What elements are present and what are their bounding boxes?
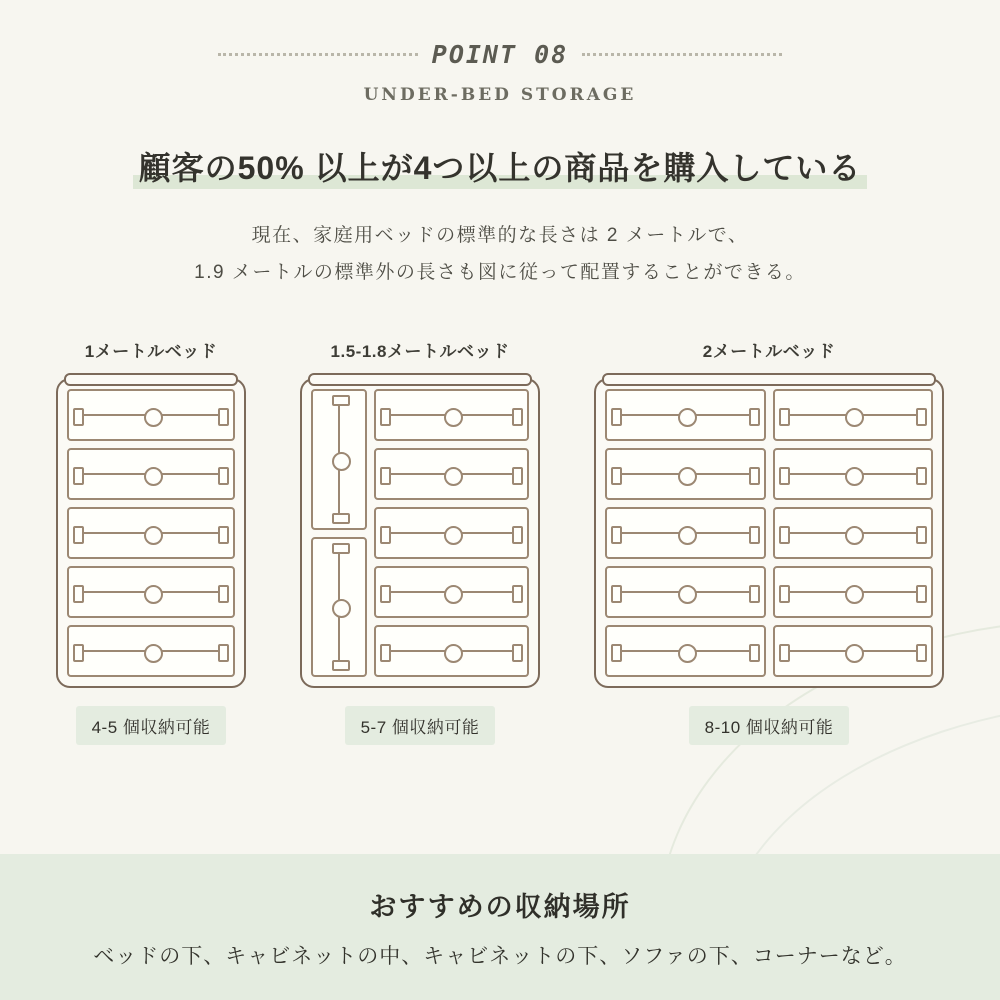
drawer-cell [605, 448, 766, 500]
drawer-tab-left-icon [611, 644, 622, 662]
drawer-tab-left-icon [779, 467, 790, 485]
drawer-tab-left-icon [73, 644, 84, 662]
recommendation-footer [0, 854, 1000, 1000]
drawer-knob-icon [845, 644, 864, 663]
drawer-tab-left-icon [611, 467, 622, 485]
diagram-row [0, 337, 1000, 745]
drawer-tab-right-icon [749, 408, 760, 426]
headline-text: 顧客の50% 以上が4つ以上の商品を購入している [138, 150, 862, 186]
lead-line-2: 1.9 メートルの標準外の長さも図に従って配置することができる。 [194, 262, 806, 284]
drawer-tab-right-icon [218, 644, 229, 662]
drawer-tab-right-icon [916, 585, 927, 603]
dotted-rule-right [582, 53, 782, 56]
drawer-cell [773, 625, 934, 677]
drawer-cell [374, 625, 529, 677]
drawer-tab-left-icon [611, 526, 622, 544]
drawer-knob-icon [332, 452, 351, 471]
diagram-15-18m [300, 337, 540, 745]
drawer-tab-bottom-icon [332, 660, 350, 671]
drawer-tab-left-icon [73, 526, 84, 544]
headline [133, 143, 868, 191]
footer-title: おすすめの収納場所 [369, 891, 631, 922]
diagram-2m [594, 337, 944, 745]
diagram-1m [56, 337, 246, 745]
drawer-cell [605, 625, 766, 677]
drawer-tab-right-icon [218, 408, 229, 426]
drawer-cell [67, 566, 235, 618]
drawer-cell [374, 507, 529, 559]
drawer-knob-icon [845, 408, 864, 427]
bed-frame-2m [594, 378, 944, 688]
drawer-knob-icon [444, 467, 463, 486]
diagram-title-2m: 2メートルベッド [702, 342, 836, 362]
drawer-grid-1m [67, 389, 235, 677]
point-label: POINT 08 [431, 40, 569, 69]
drawer-tab-left-icon [73, 585, 84, 603]
drawer-tab-right-icon [512, 408, 523, 426]
side-drawer-cell [311, 389, 367, 530]
drawer-tab-right-icon [916, 644, 927, 662]
drawer-tab-right-icon [512, 644, 523, 662]
drawer-cell [605, 566, 766, 618]
capacity-badge-1m: 4-5 個収納可能 [76, 706, 227, 745]
drawer-knob-icon [332, 599, 351, 618]
drawer-tab-right-icon [749, 644, 760, 662]
point-header [0, 0, 1000, 69]
drawer-tab-right-icon [916, 467, 927, 485]
drawer-cell [67, 625, 235, 677]
diagram-title-15-18m: 1.5-1.8メートルベッド [330, 342, 510, 362]
drawer-tab-right-icon [749, 526, 760, 544]
drawer-grid-15-18m [374, 389, 529, 677]
drawer-cell [374, 389, 529, 441]
drawer-tab-left-icon [779, 526, 790, 544]
footer-text: ベッドの下、キャビネットの中、キャビネットの下、ソファの下、コーナーなど。 [93, 944, 907, 968]
drawer-tab-right-icon [218, 467, 229, 485]
bed-frame-1m [56, 378, 246, 688]
bed-frame-15-18m [300, 378, 540, 688]
drawer-tab-left-icon [73, 408, 84, 426]
drawer-knob-icon [144, 467, 163, 486]
drawer-knob-icon [845, 526, 864, 545]
drawer-tab-right-icon [916, 526, 927, 544]
drawer-knob-icon [678, 644, 697, 663]
drawer-knob-icon [678, 408, 697, 427]
drawer-tab-left-icon [779, 644, 790, 662]
drawer-tab-left-icon [380, 408, 391, 426]
drawer-tab-top-icon [332, 395, 350, 406]
drawer-tab-right-icon [512, 467, 523, 485]
drawer-knob-icon [444, 585, 463, 604]
drawer-tab-left-icon [611, 585, 622, 603]
drawer-cell [773, 389, 934, 441]
side-drawer-cell [311, 537, 367, 678]
drawer-tab-left-icon [380, 644, 391, 662]
drawer-tab-right-icon [512, 585, 523, 603]
drawer-cell [605, 507, 766, 559]
drawer-tab-left-icon [779, 585, 790, 603]
headline-wrapper [0, 143, 1000, 191]
drawer-tab-right-icon [512, 526, 523, 544]
drawer-cell [67, 389, 235, 441]
drawer-tab-left-icon [779, 408, 790, 426]
lead-paragraph [0, 217, 1000, 291]
drawer-knob-icon [444, 526, 463, 545]
drawer-tab-right-icon [218, 585, 229, 603]
drawer-cell [67, 448, 235, 500]
drawer-cell [374, 448, 529, 500]
drawer-cell [67, 507, 235, 559]
drawer-knob-icon [444, 408, 463, 427]
capacity-badge-2m: 8-10 個収納可能 [689, 706, 850, 745]
drawer-knob-icon [845, 585, 864, 604]
drawer-knob-icon [144, 585, 163, 604]
drawer-cell [773, 507, 934, 559]
drawer-grid-2m [605, 389, 933, 677]
drawer-tab-bottom-icon [332, 513, 350, 524]
drawer-tab-left-icon [73, 467, 84, 485]
drawer-knob-icon [678, 467, 697, 486]
drawer-knob-icon [678, 526, 697, 545]
drawer-tab-right-icon [749, 467, 760, 485]
drawer-tab-right-icon [749, 585, 760, 603]
side-column [311, 389, 367, 677]
drawer-cell [773, 448, 934, 500]
drawer-tab-right-icon [916, 408, 927, 426]
drawer-cell [773, 566, 934, 618]
drawer-tab-right-icon [218, 526, 229, 544]
drawer-knob-icon [845, 467, 864, 486]
drawer-cell [374, 566, 529, 618]
lead-line-1: 現在、家庭用ベッドの標準的な長さは 2 メートルで、 [251, 225, 749, 246]
drawer-cell [605, 389, 766, 441]
drawer-knob-icon [144, 408, 163, 427]
drawer-tab-left-icon [380, 526, 391, 544]
drawer-knob-icon [444, 644, 463, 663]
drawer-tab-top-icon [332, 543, 350, 554]
diagram-title-1m: 1メートルベッド [84, 342, 218, 362]
drawer-tab-left-icon [611, 408, 622, 426]
drawer-knob-icon [144, 526, 163, 545]
capacity-badge-15-18m: 5-7 個収納可能 [345, 706, 496, 745]
drawer-knob-icon [144, 644, 163, 663]
section-subtitle: UNDER-BED STORAGE [363, 85, 637, 105]
drawer-tab-left-icon [380, 585, 391, 603]
drawer-tab-left-icon [380, 467, 391, 485]
dotted-rule-left [218, 53, 418, 56]
drawer-knob-icon [678, 585, 697, 604]
drawer-layout-15-18m [311, 389, 529, 677]
